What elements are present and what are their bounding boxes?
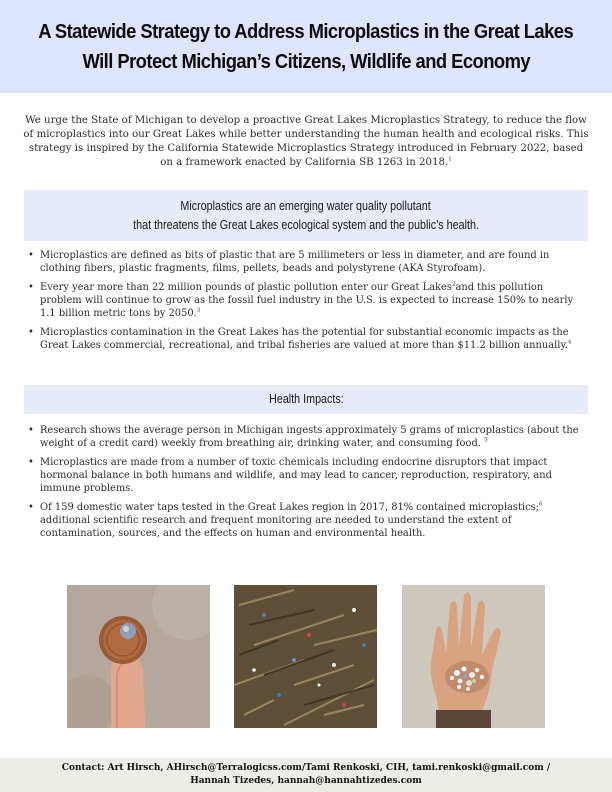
photo-hand-microplastics [402,585,545,728]
list-item [40,456,580,495]
list-item [40,281,580,320]
bullet-text: additional scientific research and frequent monitoring are needed to understand the extent of contamination, sources, and the effects on human and environmental health. [40,515,512,539]
page-title-line-1: A Statewide Strategy to Address Microplastics in the Great Lakes [38,20,574,43]
footnote-5: 5 [484,437,488,444]
intro-paragraph [22,114,590,170]
bullet-text: Every year more than 22 million pounds of plastic pollution enter our Great Lakes [40,282,452,293]
page-title-line-2: Will Protect Michigan’s Citizens, Wildlife and Economy [82,50,530,73]
photo-penny-pellet [67,585,210,728]
bullet-text: Microplastics are made from a number of toxic chemicals including endocrine disruptors that impact hormonal balance in both humans and wildlife, and may lead to cancer, reproduction, respiratory, and immune problems. [40,457,552,494]
bullet-text: Of 159 domestic water taps tested in the Great Lakes region in 2017, 81% contained microplastics; [40,502,540,513]
contact-footer [0,758,612,792]
bullet-text: Microplastics are defined as bits of plastic that are 5 millimeters or less in diameter, and are found in clothing fibers, plastic fragments, films, pellets, beads and polystyrene (AKA Styrofoam). [40,250,550,274]
health-bullet-list [28,424,580,546]
photo-row [0,585,612,728]
section-heading-health [24,385,588,414]
footnote-6: 6 [539,501,543,508]
contact-line-2: Hannah Tizedes, hannah@hannahtizedes.com [190,776,422,786]
footnote-4: 4 [567,339,572,346]
hand-illustration [402,585,545,728]
footnote-2: 2 [451,281,456,288]
intro-text: We urge the State of Michigan to develop a proactive Great Lakes Microplastics Strategy, to reduce the flow of microplastics into our Great Lakes while better understanding the human health and ecological risks. This strategy is inspired by the California Statewide Microplastics Strategy introduced in February 2022, based on a framework enacted by California SB 1263 in 2018. [23,115,589,168]
footnote-3: 3 [196,307,201,314]
penny-finger-illustration [67,585,210,728]
page-header [0,0,612,93]
bullet-text: and this pollution problem will continue to grow as the fossil fuel industry in the U.S. is expected to increase 150% to nearly 1.1 billion metric tons by 2050. [40,282,574,319]
photo-debris [234,585,377,728]
list-item [40,249,580,275]
section-heading-line-2: that threatens the Great Lakes ecological system and the public’s health. [133,217,479,232]
list-item [40,424,580,450]
pollutant-bullet-list [28,249,580,358]
section-heading-health-text: Health Impacts: [268,392,344,406]
list-item [40,326,580,352]
section-heading-pollutant [24,190,588,241]
contact-line-1: Contact: Art Hirsch, AHirsch@Terralogicss.com/Tami Renkoski, CIH, tami.renkoski@gmail.com / [61,763,551,773]
list-item [40,501,580,540]
bullet-text: Microplastics contamination in the Great Lakes has the potential for substantial economic impacts as the Great Lakes commercial, recreational, and tribal fisheries are valued at more than $11.2 billion annually. [40,327,569,351]
section-heading-line-1: Microplastics are an emerging water quality pollutant [180,198,432,213]
bullet-text: Research shows the average person in Michigan ingests approximately 5 grams of microplastics (about the weight of a credit card) weekly from breathing air, drinking water, and consuming food. [40,425,579,449]
footnote-1: 1 [448,156,452,163]
debris-illustration [234,585,377,728]
